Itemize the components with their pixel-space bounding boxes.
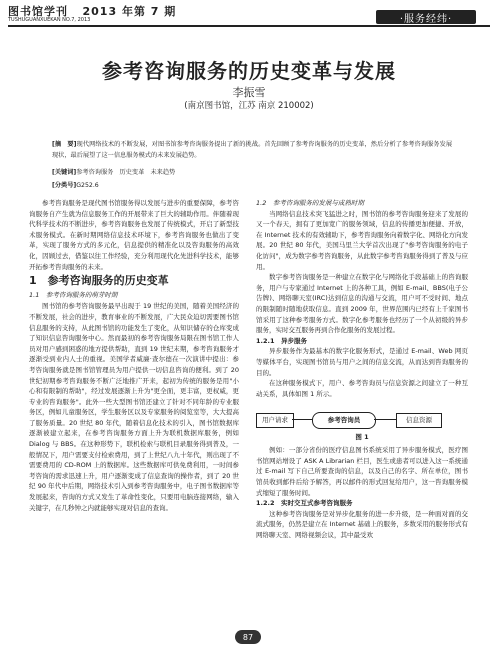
fig-user-box: 用户请求 — [256, 413, 294, 428]
left-column — [29, 198, 239, 513]
fig-ref-oval: 参考咨询员 — [312, 412, 376, 429]
right-column — [256, 198, 468, 541]
paragraph-1-6: 例如：一部分省份的医疗信息图书系统采用了异步服务模式，医疗图书馆网站增设了 ASK A Librarian 栏目，医生或患者可以进入这一系统通过 E-mail 写下自己所要查询的信息，以及自己的名字、所在单位，图书馆员收到邮件后给予解答，再以邮件的形式回复给用户，这一咨询服务模式缩短了服务时间。 — [256, 446, 468, 497]
keywords-text: 参考咨询服务 历史变革 未来趋势 — [76, 169, 176, 176]
article-title: 参考咨询服务的历史变革与发展 — [102, 59, 396, 83]
author-name: 李振雪 — [232, 86, 266, 99]
abstract-text: 现代网络技术的不断发展，对图书馆参考咨询服务提出了新的挑战。首先回顾了参考咨询服务的历史变革，然后分析了参考咨询服务发展现状，最后展望了这一信息服务模式的未来发展趋势。 — [52, 141, 453, 159]
journal-pinyin: TUSHUGUANXUEKAN NO.7, 2013 — [8, 17, 91, 23]
issue-label: 2013 年第 7 期 — [82, 5, 177, 18]
class-label: [分类号] — [52, 182, 77, 189]
column-banner: ·服务经纬· — [376, 10, 476, 24]
paragraph-1-3: 数字参考咨询服务是一种建立在数字化与网络化手段基础上的咨询服务，用户与专家通过 Internet 上的各种工具，例如 E-mail、BBS(电子公告牌)、网络聊天室(IRC)达到信息的沟通与交流，用户可不受时间、地点的限制随时随地获取信息。直到 2009 年，世界范围内已经有上千家图书馆采用了这种参考服务方式。数字化参考服务也经历了一个从初级的异步服务，实时交互服务再到合作化服务的发展过程。 — [256, 273, 468, 335]
subsection-1-1-heading: 1.1 参考咨询服务的萌芽时期 — [29, 290, 118, 299]
fig-arrow-1 — [292, 419, 312, 420]
header-rule — [8, 25, 490, 27]
class-number — [52, 180, 99, 189]
abstract — [52, 139, 452, 161]
subsection-1-2-1-heading: 1.2.1 异步服务 — [256, 336, 308, 345]
journal-name: 图书馆学刊 2013 年第 7 期 — [8, 5, 177, 18]
paragraph-1-7: 这种参考咨询服务是对异步化服务的进一步升级，是一种面对面的交流式服务，仍然是建立在 Internet 基础上的服务，多数采用的服务形式有网络聊天室、网络视频会议，其中最受欢 — [256, 509, 468, 540]
subsection-1-2-2-heading: 1.2.2 实时交互式参考咨询服务 — [256, 499, 353, 508]
page-number: 87 — [235, 630, 261, 644]
section-1-heading: 1 参考咨询服务的历史变革 — [29, 274, 169, 288]
fig-arrow-2 — [374, 419, 396, 420]
paragraph-1-5: 在这种服务模式下，用户、参考咨询员与信息资源之间建立了一种互动关系，具体如图 1 所示。 — [256, 379, 468, 398]
fig-info-box: 信息资源 — [396, 413, 442, 428]
intro-paragraph: 参考咨询服务是现代图书馆服务得以发展与进步的重要保障，参考咨询服务自产生就为信息服务工作的开展带来了巨大的辅助作用。伴随着现代科学技术的不断进步，参考咨询服务也发展了传统模式，开启了新型技术服务模式。在新时期网络信息技术环境下，参考咨询服务也做出了变革，实现了服务方式的多元化，信息提供的精准化以及咨询服务的高效化，因顾过去，借鉴以往工作经验，充分利用现代化先进科学技术，能够开拓参考咨询服务的未来。 — [29, 199, 239, 271]
abstract-label: [摘 要] — [52, 141, 77, 148]
subsection-1-2-heading: 1.2 参考咨询服务的发展与成熟时期 — [256, 199, 364, 207]
paragraph-1-4: 异步服务作为最基本的数字化服务形式，是通过 E-mail、Web 网页等媒体平台，实现图书馆员与用户之间的信息交流，从而达到咨询服务的目的。 — [256, 347, 468, 377]
keywords — [52, 167, 175, 176]
paragraph-1-1: 图书馆的参考咨询服务最早出现于 19 世纪的美国，随着美国经济的不断发展，社会的进步，教育事业的不断发展，广大民众迫切需要图书馆信息服务的支持，从此图书馆的功能发生了变化，从知识储存的仓库变成了知识信息咨询服务中心。然而最初的参考咨询服务局限在图书馆工作人员对用户感到困惑的地方提供帮助，直到 19 世纪末期，参考咨询服务才逐渐受到业内人士的重视。美国学者威廉·查尔德在一次演讲中提出：参考咨询服务就是图书馆管理员为用户提供一切信息咨询的便利。到了 20 世纪初期参考咨询服务不断广泛地推广开来，起初为传统的服务是用"小心和有限制的帮助"，经过发展逐渐上升为"更全面，更丰富，更权威，更专业的咨询服务"。此外一些大型图书馆还建立了针对不同年龄的专业服务区，例如儿童服务区，学生服务区以及专家服务的阅览室等，大大提高了服务质量。20 世纪 80 年代，随着信息化技术的引入，图书馆数据库逐渐被建立起来，在参考咨询服务方面上升为联机数据库服务，例如 Dialog 与 BBS。在这种形势下，联机检索与联机目录服务得到普及，一般情况下，用户需要支付检索费用，到了上世纪八九十年代，则出现了不需要费用的 CD-ROM 上的数据库。这些数据库可供免费利用，一时间参考咨询的需求迅速上升，用户逐渐变成了信息查询的操作者，到了 20 世纪 90 年代中后期，网络技术引入到参考咨询服务中，电子图书数据库等发展起来，咨询的方式又发生了革命性变化，只要用电脑连接网络，输入关键字，在几秒钟之内就能够实现对信息的查询。 — [29, 302, 239, 512]
figure-caption: 图 1 — [355, 433, 369, 442]
class-text: G252.6 — [76, 182, 99, 189]
figure-1 — [256, 402, 468, 442]
keywords-label: [关键词] — [52, 169, 77, 176]
affiliation: (南京图书馆，江苏 南京 210002) — [184, 101, 314, 111]
paragraph-1-2: 当网络信息技术突飞猛进之时，图书馆的参考咨询服务迎来了发展的又一个春天，拥有了更加宽广的服务领域，信息的传播更加便捷、开放，在 Internet 技术的有效辅助下，参考咨询服务向着数字化、网络化方向发展。20 世纪 80 年代，美国马里兰大学首次出现了"参考咨询服务的电子化访问"，成为数字参考咨询服务，从此数字参考咨询服务得到了普及与应用。 — [256, 209, 468, 271]
